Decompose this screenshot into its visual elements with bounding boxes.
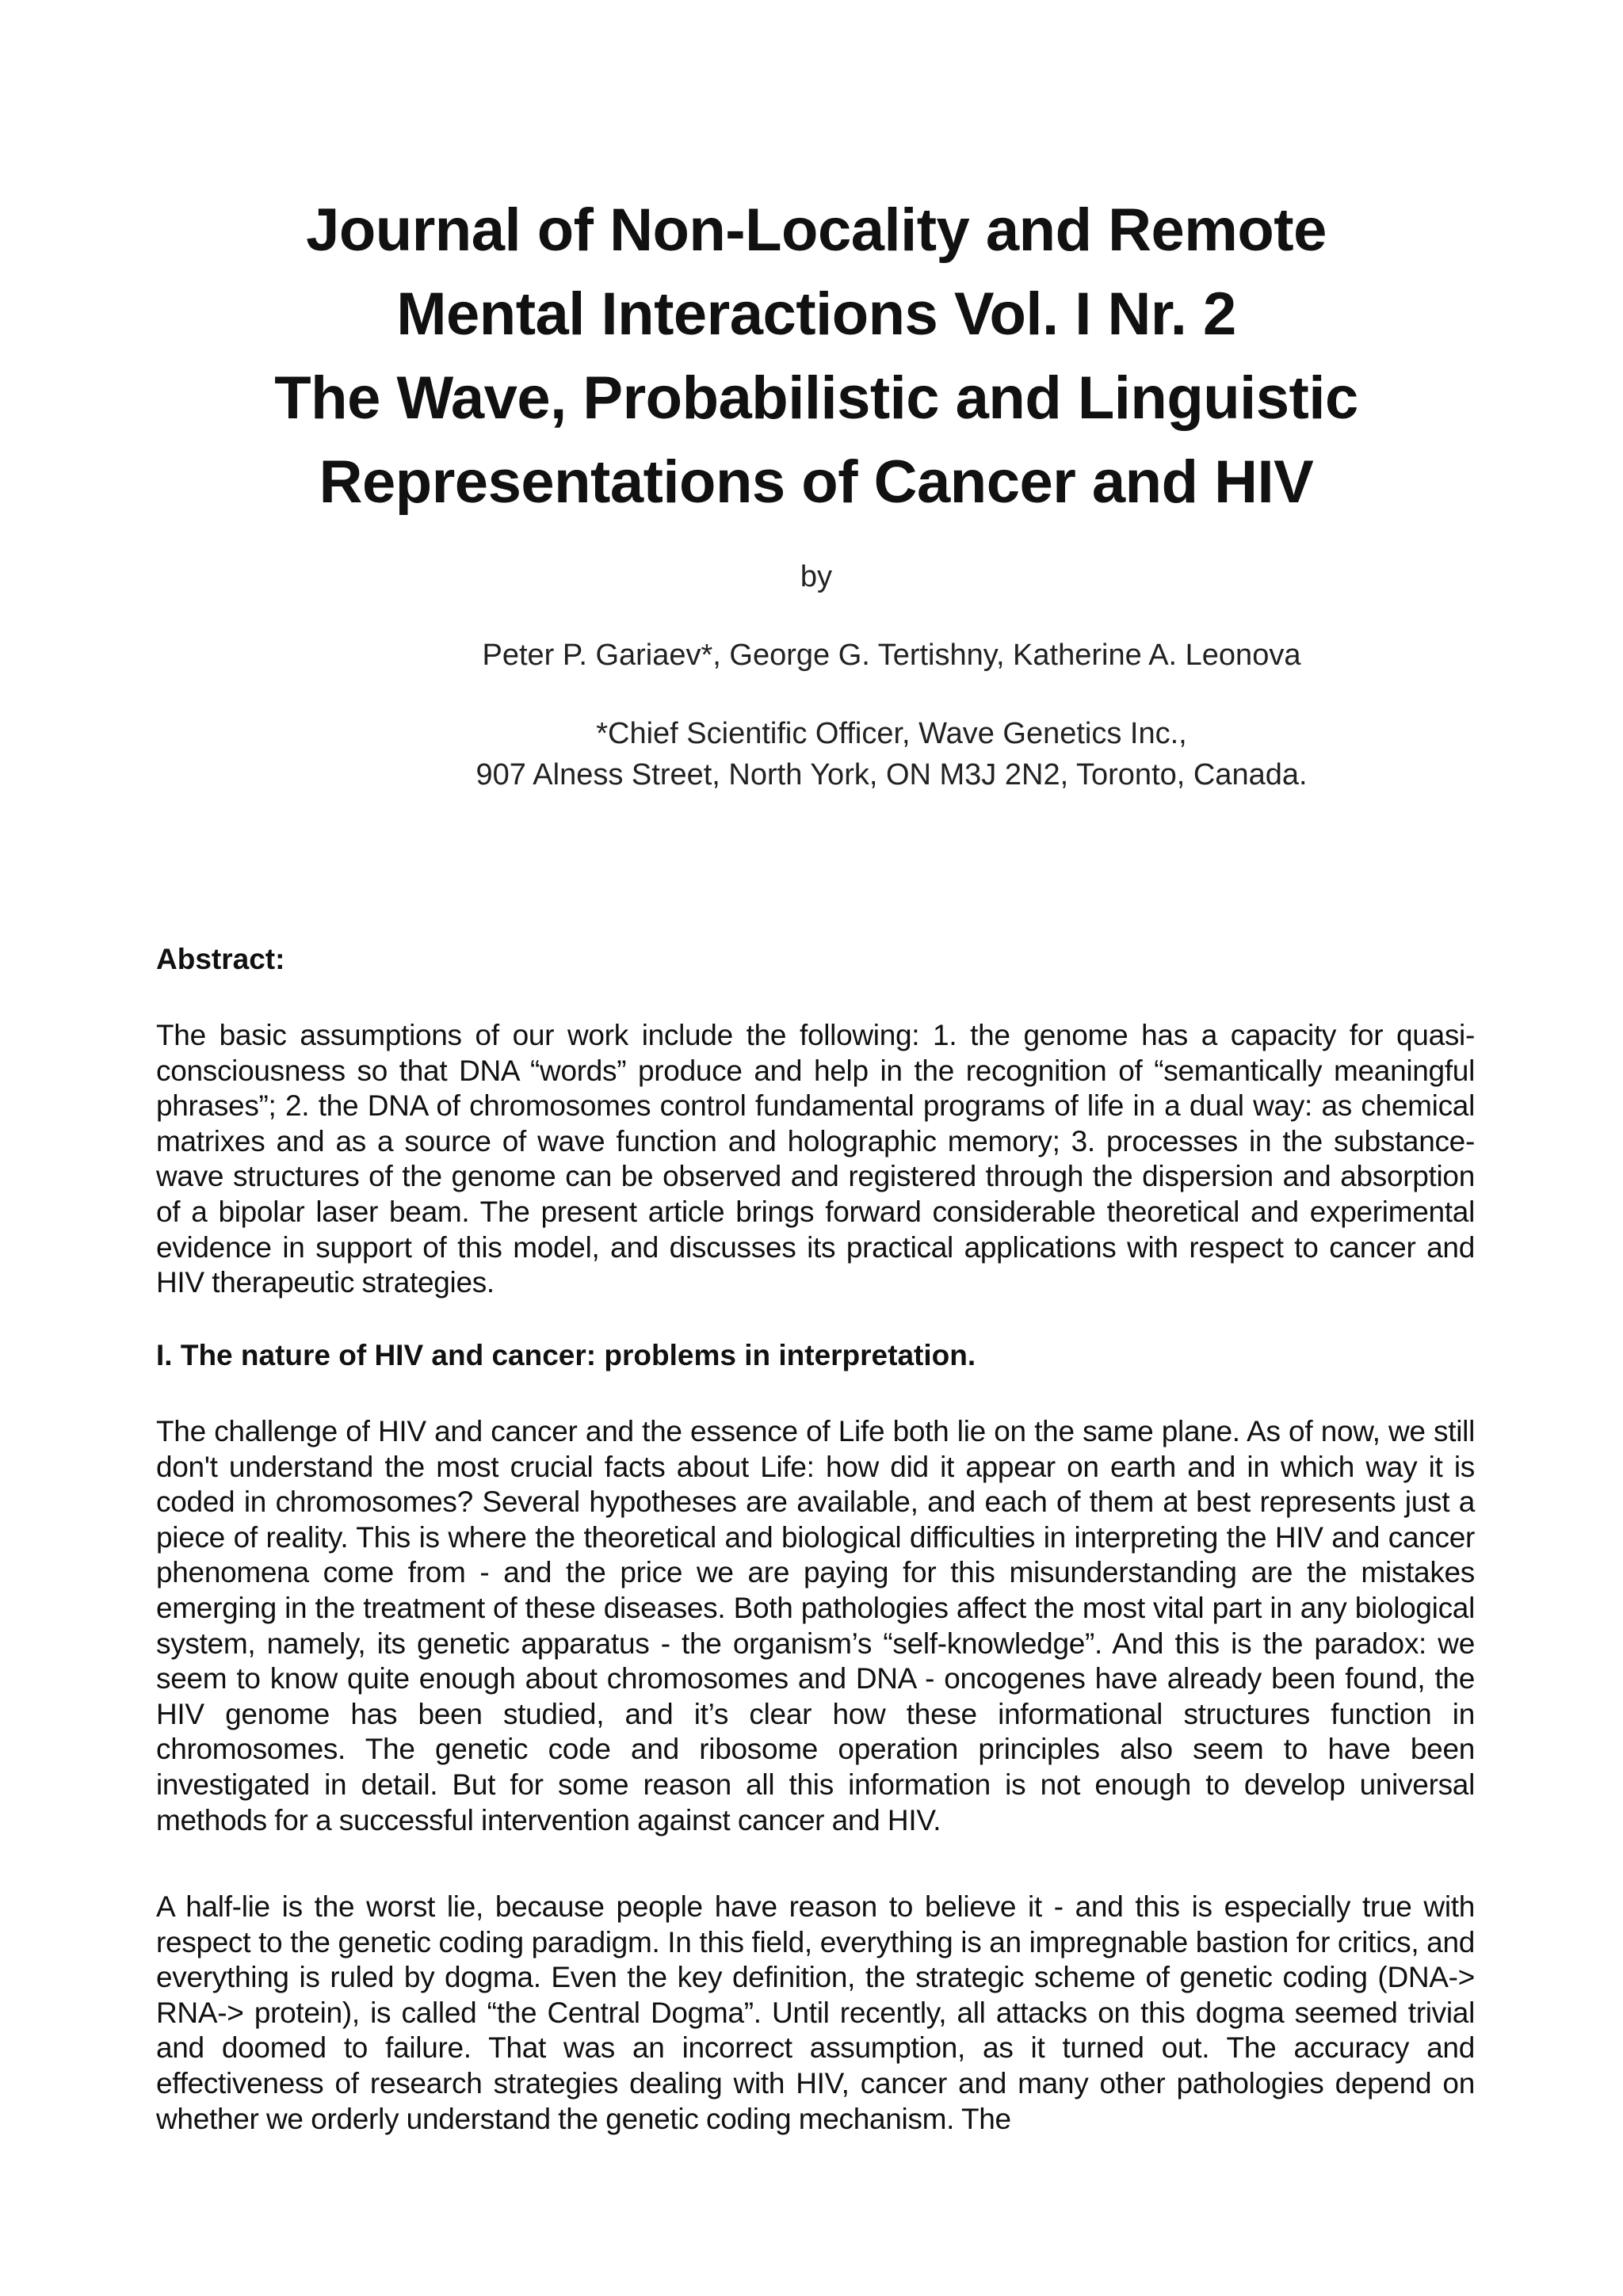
abstract-heading: Abstract: <box>156 943 285 975</box>
affiliation-address: 907 Alness Street, North York, ON M3J 2N2, Toronto, Canada. <box>475 758 1308 791</box>
body-paragraph: The challenge of HIV and cancer and the essence of Life both lie on the same plane. As of now, we still don't understand the most crucial facts about Life: how did it appear on earth and in which way it is coded in chromosomes? Several hypotheses are available, and each of them at best represents just a piece of reality. This is where the theoretical and biological difficulties in interpreting the HIV and cancer phenomena come from - and the price we are paying for this misunderstanding are the mistakes emerging in the treatment of these diseases. Both pathologies affect the most vital part in any biological system, namely, its genetic apparatus - the organism’s “self-knowledge”. And this is the paradox: we seem to know quite enough about chromosomes and DNA - oncogenes have already been found, the HIV genome has been studied, and it’s clear how these informational structures function in chromosomes. The genetic code and ribosome operation principles also seem to have been investigated in detail. But for some reason all this information is not enough to develop universal methods for a successful intervention against cancer and HIV. <box>156 1415 1475 1836</box>
author-list: Peter P. Gariaev*, George G. Tertishny, Katherine A. Leonova <box>482 639 1301 672</box>
document-title <box>143 189 1490 524</box>
body-paragraph: A half-lie is the worst lie, because people have reason to believe it - and this is especially true with respect to the genetic coding paradigm. In this field, everything is an impregnable bastion for critics, and everything is ruled by dogma. Even the key definition, the strategic scheme of genetic coding (DNA-> RNA-> protein), is called “the Central Dogma”. Until recently, all attacks on this dogma seemed trivial and doomed to failure. That was an incorrect assumption, as it turned out. The accuracy and effectiveness of research strategies dealing with HIV, cancer and many other pathologies depend on whether we orderly understand the genetic coding mechanism. The <box>156 1890 1475 2135</box>
title-line: Mental Interactions Vol. I Nr. 2 <box>396 280 1236 348</box>
section-heading: I. The nature of HIV and cancer: problems in interpretation. <box>156 1339 976 1371</box>
author-affiliation <box>396 713 1387 795</box>
abstract-paragraph: The basic assumptions of our work include the following: 1. the genome has a capacity for quasi-consciousness so that DNA “words” produce and help in the recognition of “semantically meaningful phrases”; 2. the DNA of chromosomes control fundamental programs of life in a dual way: as chemical matrixes and as a source of wave function and holographic memory; 3. processes in the substance-wave structures of the genome can be observed and registered through the dispersion and absorption of a bipolar laser beam. The present article brings forward considerable theoretical and experimental evidence in support of this model, and discusses its practical applications with respect to cancer and HIV therapeutic strategies. <box>156 1019 1475 1299</box>
affiliation-line: *Chief Scientific Officer, Wave Genetics Inc., <box>596 717 1187 750</box>
title-line: The Wave, Probabilistic and Linguistic <box>274 364 1358 432</box>
title-line: Journal of Non-Locality and Remote <box>306 196 1327 264</box>
title-line: Representations of Cancer and HIV <box>319 448 1314 516</box>
byline: by <box>800 560 833 593</box>
